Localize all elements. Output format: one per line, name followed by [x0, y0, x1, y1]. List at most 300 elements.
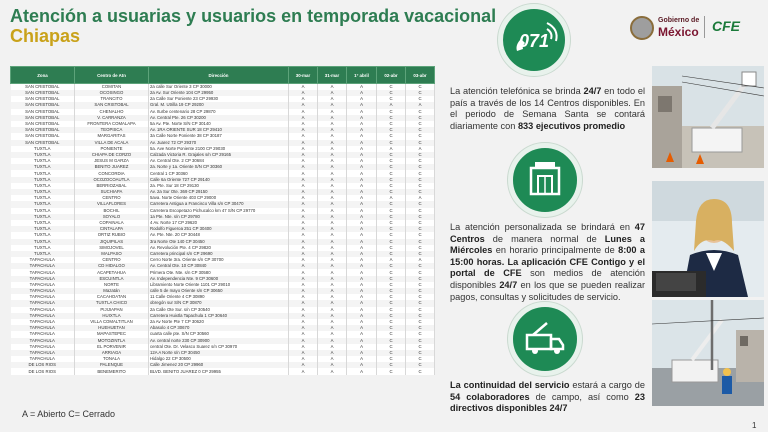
table-cell: CHENALHO [75, 109, 149, 115]
table-cell: A [289, 183, 318, 189]
table-cell: C [377, 84, 406, 91]
table-cell: SAN CRISTOBAL [11, 84, 75, 91]
table-cell: SAN CRISTOBAL [75, 102, 149, 108]
table-cell: C [377, 344, 406, 350]
table-cell: A [318, 263, 347, 269]
table-cell: SAN CRISTOBAL [11, 109, 75, 115]
table-cell: C [406, 96, 435, 102]
column-header: Dirección [149, 67, 289, 84]
page-number: 1 [752, 421, 757, 430]
table-cell: MOTOZINTLA [75, 338, 149, 344]
table-cell: SIMOJOVEL [75, 245, 149, 251]
table-cell: TUXTLA [11, 170, 75, 176]
table-cell: A [289, 356, 318, 362]
table-cell: Gral. M. Utrilla 19 CP 29200 [149, 102, 289, 108]
table-cell: A [289, 313, 318, 319]
text-run: de manera normal de [484, 233, 605, 244]
table-cell: TUXTLA [11, 201, 75, 207]
table-cell: A [347, 313, 377, 319]
column-header: 30-mar [289, 67, 318, 84]
table-cell: A [289, 368, 318, 374]
table-cell: C [377, 251, 406, 257]
table-cell: C [406, 251, 435, 257]
table-cell: C [406, 356, 435, 362]
table-cell: Libramiento Norte Oriente 1101 CP 29010 [149, 282, 289, 288]
table-cell: A [347, 201, 377, 207]
table-cell: A [318, 121, 347, 127]
table-cell: TAPACHULA [11, 350, 75, 356]
table-cell: JESUS M GARZA [75, 158, 149, 164]
building-icon [513, 148, 577, 212]
table-cell: C [406, 368, 435, 374]
table-cell: A [347, 344, 377, 350]
table-cell: A [289, 239, 318, 245]
table-cell: C [406, 152, 435, 158]
table-cell: A [318, 325, 347, 331]
table-cell: A [318, 102, 347, 108]
table-cell: C [406, 331, 435, 337]
lineman-photo [652, 66, 764, 168]
bucket-truck-image [652, 66, 764, 168]
table-cell: A [347, 226, 377, 232]
crane-truck-image [652, 300, 764, 406]
table-cell: C [406, 90, 435, 96]
table-cell: TUXTLA [11, 208, 75, 214]
table-cell: Mazatán [75, 288, 149, 294]
table-cell: C [377, 183, 406, 189]
table-header-row [11, 67, 435, 84]
table-cell: C [377, 152, 406, 158]
table-cell: TUXTLA [11, 183, 75, 189]
table-cell: Rodolfo Figueroa 251 CP 30400 [149, 226, 289, 232]
table-cell: A [318, 127, 347, 133]
table-cell: Carretera Escopetazo Pichucalco km 47 S/N CP 29770 [149, 208, 289, 214]
table-cell: A [289, 288, 318, 294]
column-header: 1° abril [347, 67, 377, 84]
table-cell: C [377, 214, 406, 220]
table-cell: A [289, 84, 318, 91]
table-cell: SAN CRISTOBAL [11, 121, 75, 127]
table-cell: A [318, 177, 347, 183]
table-cell: TAPACHULA [11, 294, 75, 300]
table-cell: A [318, 201, 347, 207]
table-cell: C [406, 313, 435, 319]
table-cell: C [377, 331, 406, 337]
table-cell: A [347, 263, 377, 269]
table-cell: TAPACHULA [11, 319, 75, 325]
table-cell: Abasolo 4 CP 30670 [149, 325, 289, 331]
table-cell: C [406, 140, 435, 146]
table-cell: A [289, 90, 318, 96]
table-cell: A [347, 331, 377, 337]
table-cell: C [377, 319, 406, 325]
table-cell: A [347, 307, 377, 313]
table-cell: A [318, 133, 347, 139]
table-cell: A [347, 220, 377, 226]
table-cell: TUXTLA [11, 239, 75, 245]
logo-number: 071 [518, 31, 550, 51]
table-cell: SOYALO [75, 214, 149, 220]
text-run: en los que se pueden realizar pagos, consultas y solicitudes de servicio. [450, 279, 645, 302]
table-cell: A [318, 226, 347, 232]
table-cell: TAPACHULA [11, 356, 75, 362]
table-cell: VILLAFLORES [75, 201, 149, 207]
crew-truck-icon [508, 302, 582, 376]
table-cell: SAN CRISTOBAL [11, 127, 75, 133]
table-cell: SAN CRISTOBAL [11, 96, 75, 102]
table-cell: OCOZOCOAUTLA [75, 177, 149, 183]
table-cell: TUXTLA [11, 164, 75, 170]
logo-divider [704, 16, 705, 38]
table-cell: A [377, 195, 406, 201]
table-cell: A [347, 146, 377, 152]
table-cell: A [318, 276, 347, 282]
table-cell: A [289, 307, 318, 313]
text-run: La atención telefónica se brinda [450, 86, 584, 96]
table-cell: A [318, 183, 347, 189]
table-cell: C [406, 362, 435, 368]
table-cell: C [406, 288, 435, 294]
table-cell: A [318, 282, 347, 288]
table-cell: 2a. Pte. Sur 18 CP 29130 [149, 183, 289, 189]
table-cell: A [289, 102, 318, 108]
table-cell: C [406, 245, 435, 251]
table-cell: obregón sur S/N CP 30870 [149, 300, 289, 306]
table-cell: A [318, 214, 347, 220]
table-cell: A [347, 164, 377, 170]
table-cell: Calle Jimenez 20 CP 29960 [149, 362, 289, 368]
table-cell: A [318, 344, 347, 350]
table-cell: A [289, 226, 318, 232]
table-cell: A [347, 319, 377, 325]
table-cell: A [347, 338, 377, 344]
table-cell: A [347, 208, 377, 214]
table-cell: A [318, 90, 347, 96]
table-cell: FRONTERA COMALAPA [75, 121, 149, 127]
table-cell: A [347, 251, 377, 257]
table-cell: C [377, 276, 406, 282]
text-run-bold: 54 colaboradores [450, 391, 530, 402]
table-cell: A [289, 208, 318, 214]
table-cell: C [377, 177, 406, 183]
table-cell: BOCHIL [75, 208, 149, 214]
table-cell: 2a Av Norte Pte 7 CP 30620 [149, 319, 289, 325]
table-cell: TAPACHULA [11, 338, 75, 344]
table-cell: A [406, 195, 435, 201]
table-cell: A [289, 350, 318, 356]
text-run-bold: 24/7 [499, 279, 518, 290]
table-cell: Central 1 CP 30360 [149, 170, 289, 176]
table-cell: A [289, 140, 318, 146]
table-cell: C [406, 226, 435, 232]
table-cell: C [377, 133, 406, 139]
table-cell: C [377, 96, 406, 102]
table-cell: C [406, 164, 435, 170]
table-cell: TAPACHULA [11, 325, 75, 331]
table-cell: A [318, 232, 347, 238]
table-cell: C [377, 362, 406, 368]
table-cell: A [406, 257, 435, 263]
table-cell: HUEHUETAN [75, 325, 149, 331]
table-cell: C [406, 177, 435, 183]
table-cell: TAPACHULA [11, 344, 75, 350]
table-cell: TUXTLA [11, 226, 75, 232]
table-cell: A [347, 276, 377, 282]
text-run-bold: 833 ejecutivos promedio [517, 120, 626, 131]
table-cell: central Ote. Dr. Velasco Suarez s/n CP 30970 [149, 344, 289, 350]
table-cell: C [406, 183, 435, 189]
table-cell: DE LOS RIOS [11, 368, 75, 374]
text-run-bold: 24/7 [583, 86, 602, 96]
table-cell: C [406, 282, 435, 288]
table-cell: C [377, 245, 406, 251]
table-cell: C [406, 325, 435, 331]
table-cell: C [406, 133, 435, 139]
seal-icon [630, 16, 654, 40]
table-cell: TRANCITO [75, 96, 149, 102]
table-cell: ORTIZ RUBIO [75, 232, 149, 238]
table-cell: A [318, 288, 347, 294]
slide-title: Atención a usuarias y usuarios en temporada vacacional [10, 6, 497, 26]
table-cell: A [318, 220, 347, 226]
table-cell: A [289, 115, 318, 121]
column-header: Zona [11, 67, 75, 84]
table-cell: TUXTLA [11, 189, 75, 195]
table-cell: Av. Central Pte. 26 CP 30200 [149, 115, 289, 121]
table-cell: 2a Calle Ote Sur. s/n CP 30540 [149, 307, 289, 313]
table-cell: A [347, 294, 377, 300]
table-cell: C [377, 239, 406, 245]
table-cell: Carretera Huixtla Tapachula 1 CP 30640 [149, 313, 289, 319]
table-cell: A [318, 245, 347, 251]
table-cell: A [318, 152, 347, 158]
text-run: de campo, así como [529, 391, 635, 402]
table-cell: SAN CRISTOBAL [11, 102, 75, 108]
table-cell: 4 Av. Norte 17 CP 29620 [149, 220, 289, 226]
table-cell: A [318, 307, 347, 313]
table-cell: A [289, 127, 318, 133]
table-cell: A [289, 121, 318, 127]
table-cell: C [406, 121, 435, 127]
table-cell: A [347, 195, 377, 201]
table-cell: A [289, 325, 318, 331]
table-cell: COPAINALA [75, 220, 149, 226]
table-cell: Av. Iturbe centenario 28 CP 29870 [149, 109, 289, 115]
table-cell: 2a Av. Sur Oriente 104 CP 29950 [149, 90, 289, 96]
table-cell: A [347, 96, 377, 102]
table-cell: A [289, 300, 318, 306]
gobierno-mexico-logo [630, 14, 700, 44]
table-cell: A [289, 164, 318, 170]
table-cell: C [406, 109, 435, 115]
table-cell: CD HIDALGO [75, 263, 149, 269]
table-cell: EL PORVENIR [75, 344, 149, 350]
table-cell: A [347, 152, 377, 158]
table-cell: C [377, 140, 406, 146]
table-cell: PONIENTE [75, 146, 149, 152]
table-cell: A [347, 140, 377, 146]
table-cell: A [318, 269, 347, 275]
table-cell: C [406, 127, 435, 133]
table-cell: Carretera principal s/n CP 29690 [149, 251, 289, 257]
table-cell: A [347, 127, 377, 133]
table-cell: A [289, 245, 318, 251]
table-cell: A [289, 109, 318, 115]
table-cell: 5a. Ave Norte Poniente 2100 CP 29030 [149, 146, 289, 152]
phone-service-text [450, 86, 645, 132]
table-cell: C [406, 208, 435, 214]
table-cell: Av. central norte 230 CP 30900 [149, 338, 289, 344]
text-run-bold: 47 Centros [450, 222, 645, 244]
table-cell: A [318, 208, 347, 214]
table-cell: TAPACHULA [11, 307, 75, 313]
column-header: Centro de Atn [75, 67, 149, 84]
table-cell: A [318, 109, 347, 115]
table-cell: CENTRO [75, 257, 149, 263]
table-cell: A [289, 269, 318, 275]
table-cell: C [406, 220, 435, 226]
table-cell: COMITAN [75, 84, 149, 91]
table-cell: C [377, 127, 406, 133]
table-cell: TUXTLA [11, 251, 75, 257]
table-cell: C [377, 164, 406, 170]
table-cell: ACAPETAHUA [75, 269, 149, 275]
table-cell: A [318, 96, 347, 102]
table-cell: A [289, 158, 318, 164]
table-cell: A [377, 102, 406, 108]
table-cell: BERRIOZABAL [75, 183, 149, 189]
table-cell: C [406, 276, 435, 282]
column-header: 02-abr [377, 67, 406, 84]
table-cell: Calle 6a Oriente 727 CP 29140 [149, 177, 289, 183]
table-cell: Av. Central Ote. 2 CP 30684 [149, 158, 289, 164]
table-cell: C [406, 269, 435, 275]
table-cell: C [377, 313, 406, 319]
table-cell: TAPACHULA [11, 313, 75, 319]
text-run-bold: 8:00 a 15:00 horas. La aplicación CFE Contigo y el portal de CFE [450, 245, 645, 279]
table-cell: MARGARITAS [75, 133, 149, 139]
table-cell: A [318, 239, 347, 245]
table-cell: JIQUIPILAS [75, 239, 149, 245]
table-cell: C [377, 350, 406, 356]
table-cell: A [347, 90, 377, 96]
table-cell: MALPASO [75, 251, 149, 257]
table-cell: TUXTLA [11, 232, 75, 238]
table-cell: CINTALAPA [75, 226, 149, 232]
table-cell: C [377, 282, 406, 288]
table-cell: C [406, 263, 435, 269]
table-cell: A [289, 331, 318, 337]
table-cell: HUIXTLA [75, 313, 149, 319]
table-cell: A [347, 362, 377, 368]
table-cell: A [347, 84, 377, 91]
table-cell: A [347, 245, 377, 251]
table-cell: C [377, 263, 406, 269]
table-cell: C [377, 226, 406, 232]
branch-icon [508, 143, 582, 217]
table-cell: 2a Calle Sur Poniente 23 CP 29930 [149, 96, 289, 102]
table-cell: A [289, 232, 318, 238]
text-run: en todo el país a través de los 14 Centros disponibles. En el periodo de Semana Santa se contará diariamente con [450, 86, 645, 131]
table-cell: C [377, 307, 406, 313]
table-cell: A [318, 115, 347, 121]
table-cell: Cerro Norte 3ra. Oriente s/n CP 30700 [149, 257, 289, 263]
table-cell: C [406, 189, 435, 195]
table-cell: C [377, 288, 406, 294]
table-cell: OCOSINGO [75, 90, 149, 96]
table-cell: A [318, 350, 347, 356]
table-cell: A [347, 158, 377, 164]
cfe-logo: CFE [712, 18, 740, 34]
text-run-bold: Lunes a Miércoles [450, 233, 646, 256]
table-cell: A [318, 189, 347, 195]
table-cell: A [289, 177, 318, 183]
table-cell: A [347, 282, 377, 288]
table-cell: ARRIAGA [75, 350, 149, 356]
table-cell: A [289, 220, 318, 226]
table-cell: TAPACHULA [11, 282, 75, 288]
table-cell: 1a Pte. Nte. s/n CP 29780 [149, 214, 289, 220]
table-cell: TAPACHULA [11, 331, 75, 337]
table-cell: 11 Calle Oriente 4 CP 30890 [149, 294, 289, 300]
table-cell: A [318, 356, 347, 362]
text-run-bold: La continuidad del servicio [450, 380, 570, 390]
call-center-agent-image [652, 181, 764, 297]
table-cell: SAN CRISTOBAL [11, 90, 75, 96]
table-cell: A [318, 294, 347, 300]
table-cell: C [406, 170, 435, 176]
table-cell: TAPACHULA [11, 263, 75, 269]
table-cell: A [347, 177, 377, 183]
table-cell: A [377, 257, 406, 263]
table-cell: 2a calle Sur Oriente 3 CP 30000 [149, 84, 289, 91]
table-cell: A [289, 214, 318, 220]
table-cell: TAPACHULA [11, 257, 75, 263]
table-cell: A [347, 368, 377, 374]
table-cell: C [377, 356, 406, 362]
table-row [11, 368, 435, 374]
table-cell: TUXTLA [11, 214, 75, 220]
table-cell: A [289, 251, 318, 257]
table-cell: A [406, 102, 435, 108]
table-cell: TAPACHULA [11, 276, 75, 282]
table-cell: C [377, 208, 406, 214]
table-cell: A [318, 140, 347, 146]
table-cell: A [289, 362, 318, 368]
table-cell: SAN CRISTOBAL [11, 140, 75, 146]
table-cell: A [347, 102, 377, 108]
table-cell: 12A A Norte s/n CP 30450 [149, 350, 289, 356]
table-cell: Av. Pte. Nte. 20 CP 30448 [149, 232, 289, 238]
gob-small-text: Gobierno de [658, 17, 700, 24]
text-run: son medios de atención disponibles [450, 268, 645, 290]
table-cell: 5ava. Norte Oriente 403 CP 29000 [149, 195, 289, 201]
service-continuity-text [450, 380, 645, 415]
text-run-bold: 23 directivos disponibles 24/7 [450, 391, 645, 414]
table-cell: A [347, 121, 377, 127]
table-cell: Av. 2a Sur Ote. 369 CP 29150 [149, 189, 289, 195]
line-071-logo [498, 4, 570, 76]
table-cell: SAN CRISTOBAL [11, 133, 75, 139]
table-cell: A [289, 319, 318, 325]
table-cell: C [377, 189, 406, 195]
table-cell: BENEMERITO [75, 368, 149, 374]
table-cell: A [289, 146, 318, 152]
table-cell: C [406, 307, 435, 313]
table-cell: TUXTLA [11, 220, 75, 226]
table-cell: C [377, 201, 406, 207]
table-cell: A [347, 133, 377, 139]
